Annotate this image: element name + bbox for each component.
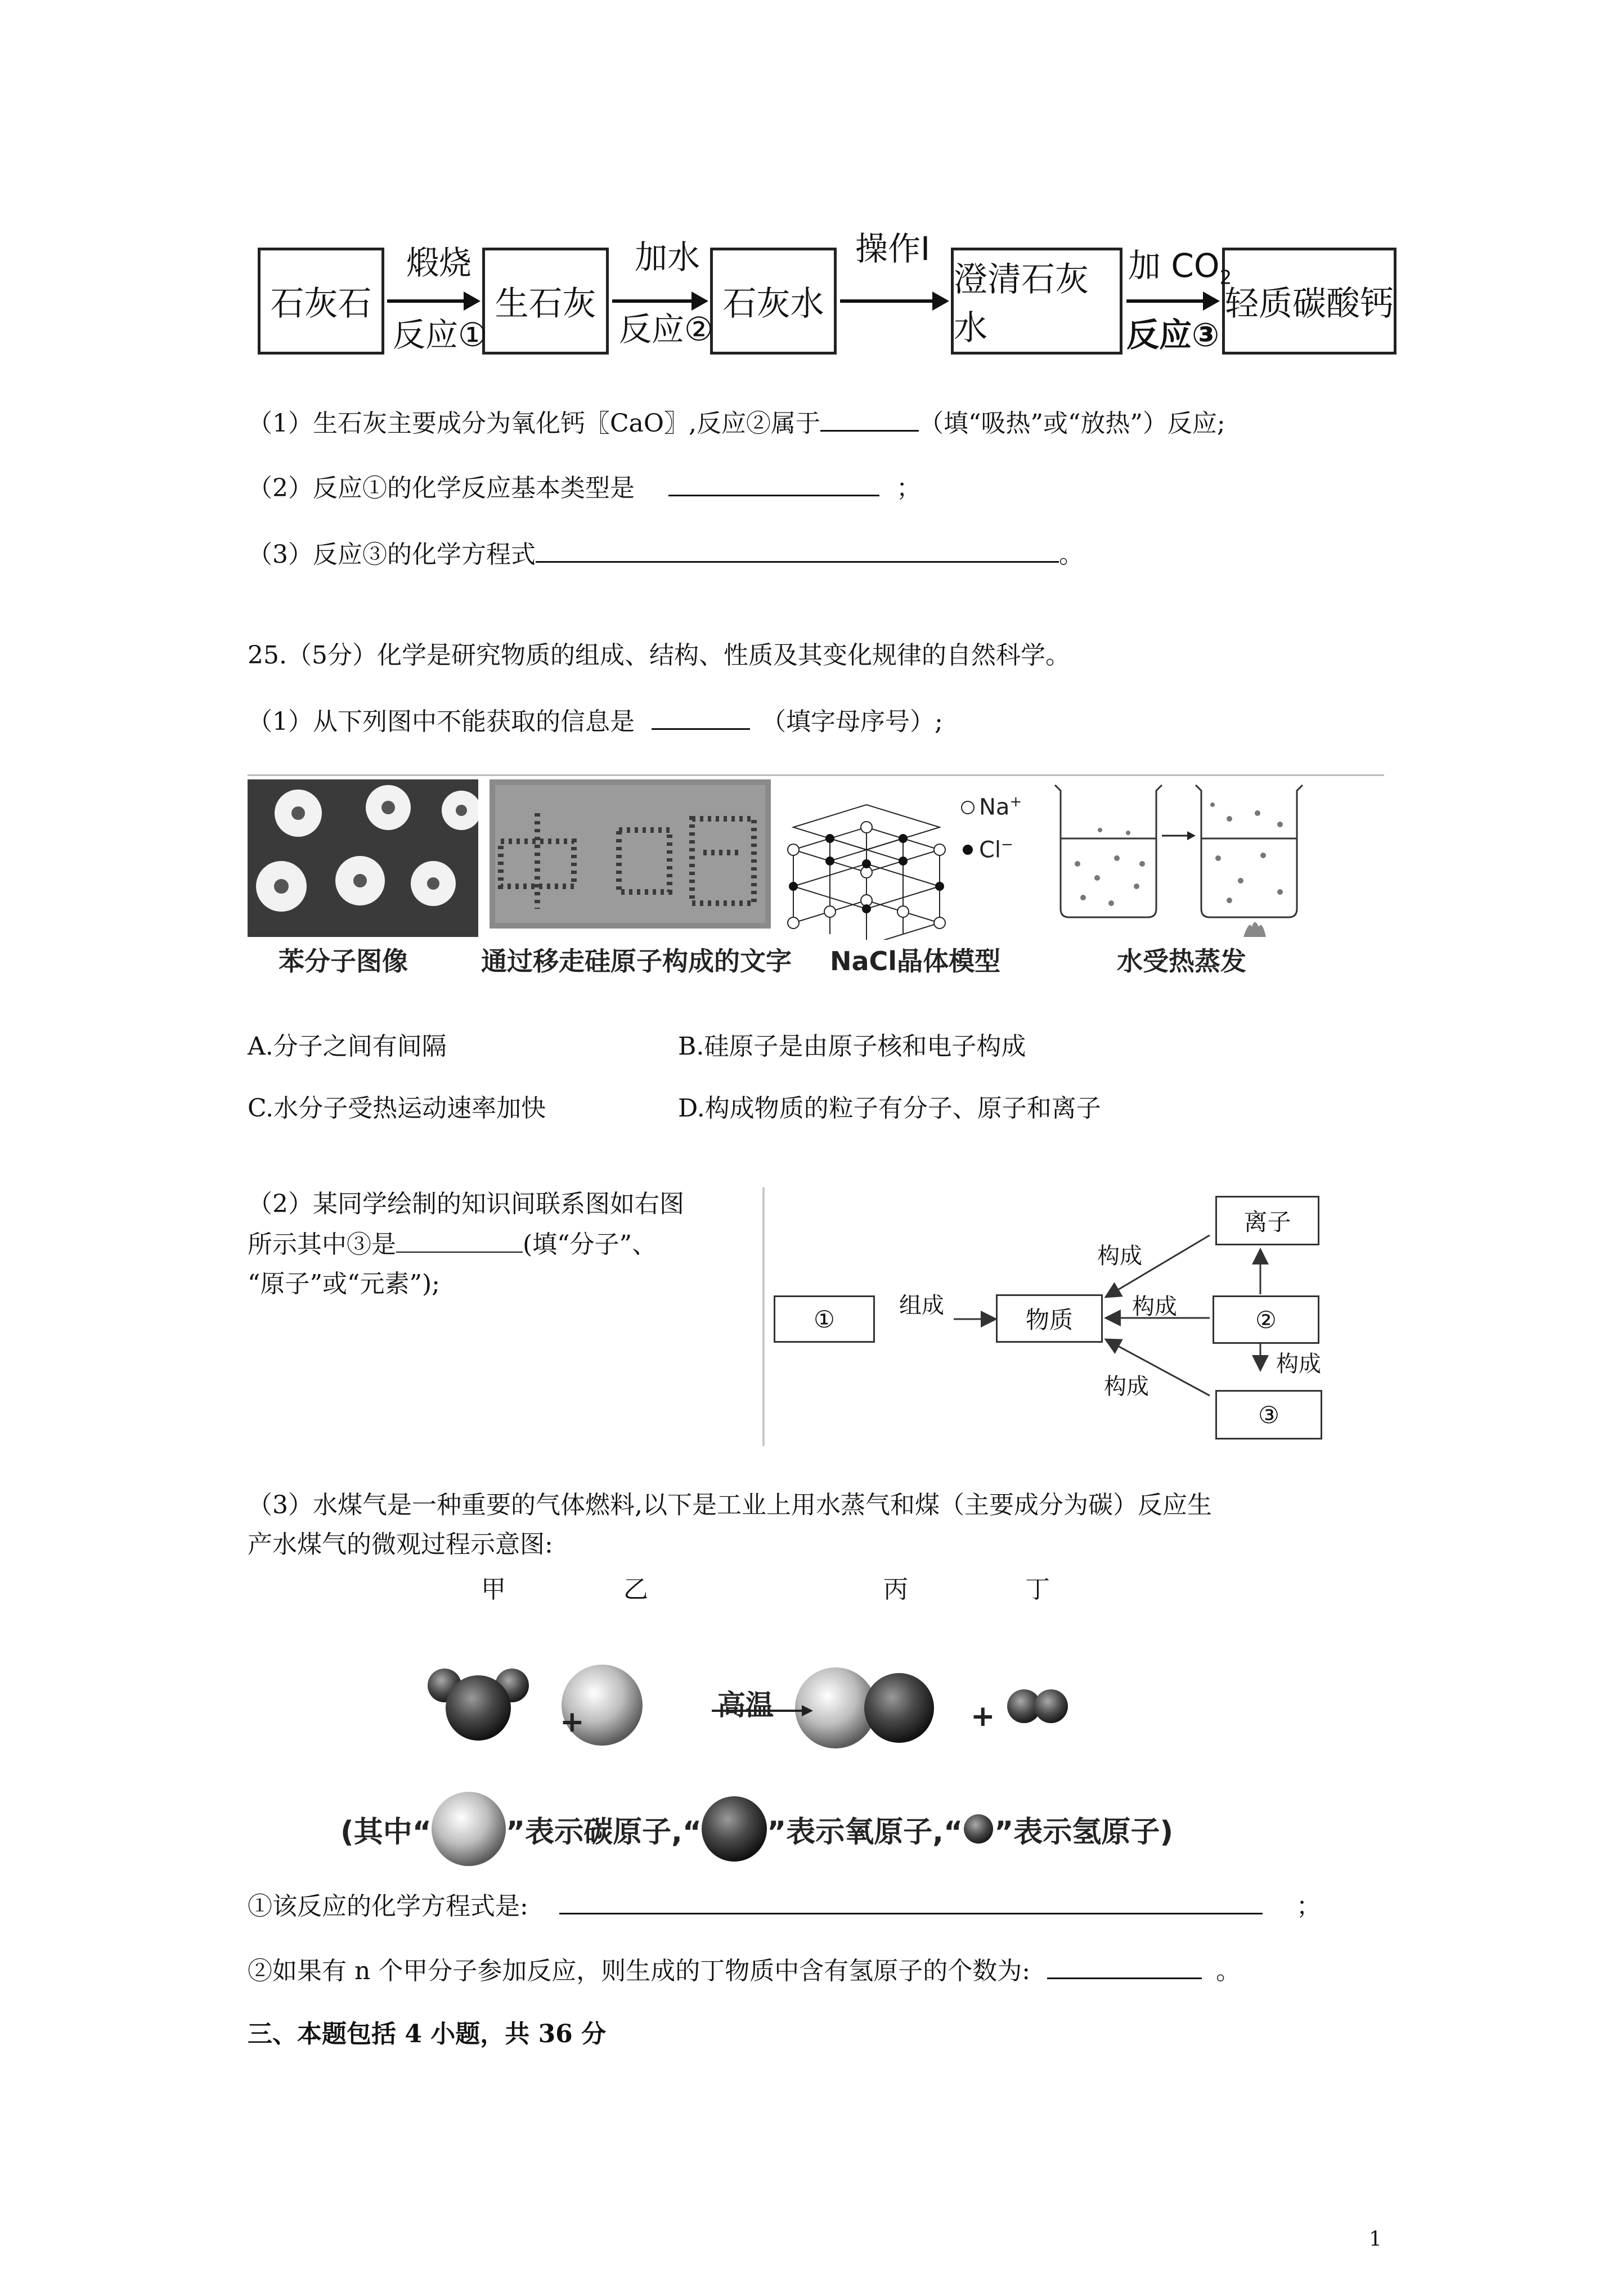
flow-arrow-1 [387,299,477,303]
q24-line-1-tail: （填“吸热”或“放热”）反应; [918,409,1225,438]
q25-sub3-a [248,1888,1321,1923]
na-charge: + [1009,793,1022,810]
caption-silicon: 通过移走硅原子构成的文字 [481,946,792,976]
flow-box-label: 澄清石灰水 [954,260,1089,348]
concept-label-build-down: 构成 [1276,1351,1321,1377]
answer-blank[interactable] [536,536,1059,563]
q24-line-3-tail: 。 [1059,540,1084,569]
concept-node-ion: 离子 [1215,1196,1319,1245]
q24-line-1 [248,405,1225,441]
legend-text-4: ”表示氢原子) [994,1815,1174,1849]
flow-arrow-4-bottom: 反应③ [1126,316,1220,354]
legend-row [340,1790,1173,1868]
answer-blank[interactable] [396,1227,523,1253]
caption-nacl: NaCl晶体模型 [830,946,1001,976]
condition-high-temp: 高温 [717,1689,774,1721]
answer-blank[interactable] [559,1888,1263,1914]
flow-box-clear-limewater [951,248,1122,355]
q25-heading: 25.（5分）化学是研究物质的组成、结构、性质及其变化规律的自然科学。 [248,641,1070,670]
q25-sub2-line3: “原子”或“元素”); [248,1270,440,1298]
flow-arrow-4-top [1128,239,1232,289]
concept-label-build-2: 构成 [1132,1294,1177,1320]
q25-sub1-text: （1）从下列图中不能获取的信息是 [248,707,635,736]
flow-box-label: 生石灰 [495,284,596,324]
legend-text-3: ”表示氧原子,“ [767,1815,963,1849]
species-yi: 乙 [623,1575,648,1604]
caption-benzene: 苯分子图像 [279,946,408,976]
q25-sub1-tail: （填字母序号）; [761,707,943,736]
flow-arrow-3 [840,299,946,303]
concept-label-build-3: 构成 [1104,1374,1149,1400]
option-a[interactable]: A.分子之间有间隔 [248,1032,447,1061]
flow-arrow-1-bottom: 反应① [393,316,487,354]
hydrogen-atom-icon [962,1812,995,1846]
legend-text-2: ”表示碳原子,“ [505,1815,702,1849]
species-jia: 甲 [481,1575,506,1604]
concept-map-divider [762,1187,765,1446]
q24-line-2 [248,470,921,505]
flow-arrow-2-bottom: 反应② [619,310,713,348]
flow-arrow-2-top: 加水 [635,238,701,276]
benzene-image [248,779,478,937]
concept-node-2: ② [1213,1295,1319,1344]
q24-line-3 [248,536,1084,572]
flow-box-limestone [258,248,384,355]
cl-charge: − [1001,836,1013,853]
q25-sub3-b-tail: 。 [1216,1957,1241,1985]
page-number: 1 [1369,2228,1382,2251]
concept-node-matter: 物质 [996,1294,1103,1343]
water-evaporation-image [1044,779,1319,943]
q25-sub1 [248,703,943,739]
flow-box-label: 石灰石 [270,284,372,324]
q25-sub3-line2: 产水煤气的微观过程示意图: [248,1530,553,1559]
flow-box-label: 轻质碳酸钙 [1225,284,1394,324]
flow-box-quicklime [482,248,609,355]
q25-sub3-a-tail: ； [1296,1892,1321,1921]
flow-arrow-1-top: 煅烧 [406,244,472,282]
q25-sub3-b [248,1953,1241,1988]
concept-node-1: ① [774,1295,875,1343]
q25-sub2-line2 [248,1227,657,1262]
q25-sub3-b-text: ②如果有 n 个甲分子参加反应，则生成的丁物质中含有氢原子的个数为: [248,1957,1031,1985]
nacl-legend-na [979,793,1022,820]
caption-water: 水受热蒸发 [1117,946,1246,976]
silicon-atoms-image [490,779,771,929]
plus-sign-2: + [971,1699,995,1733]
option-d[interactable]: D.构成物质的粒子有分子、原子和离子 [678,1094,1101,1123]
oxygen-atom-icon [699,1794,769,1864]
flow-arrow-3-top: 操作Ⅰ [855,230,931,268]
plus-sign-1: + [560,1705,585,1739]
concept-label-build-ion: 构成 [1097,1243,1142,1269]
q24-line-3-text: （3）反应③的化学方程式 [248,540,536,569]
answer-blank[interactable] [1047,1953,1202,1979]
answer-blank[interactable] [668,470,879,496]
concept-node-3: ③ [1215,1390,1322,1440]
q25-sub3-line1: （3）水煤气是一种重要的气体燃料,以下是工业上用水蒸气和煤（主要成分为碳）反应生 [248,1491,1212,1519]
flow-box-limewater [710,248,837,355]
q24-line-1-text: （1）生石灰主要成分为氧化钙〖CaO〗,反应②属于 [248,409,820,438]
q25-sub3-a-text: ①该反应的化学方程式是: [248,1892,528,1921]
carbon-atom-icon [429,1790,508,1868]
co2-subscript: 2 [1219,266,1232,289]
na-label: Na [979,794,1010,820]
q25-sub2-line1: （2）某同学绘制的知识间联系图如右图 [248,1190,684,1218]
section-3-heading: 三、本题包括 4 小题，共 36 分 [248,2020,607,2048]
photo-strip-top-rule [248,774,1384,776]
species-bing: 丙 [883,1575,908,1604]
q24-line-2-tail: ； [896,474,921,503]
answer-blank[interactable] [652,703,750,730]
species-ding: 丁 [1025,1575,1050,1604]
q24-line-2-text: （2）反应①的化学反应基本类型是 [248,474,635,503]
cl-label: Cl [979,837,1002,863]
legend-text-1: (其中“ [340,1815,432,1849]
answer-blank[interactable] [820,405,919,432]
option-b[interactable]: B.硅原子是由原子核和电子构成 [678,1032,1026,1061]
flow-arrow-4 [1126,299,1216,303]
concept-label-compose: 组成 [899,1293,944,1319]
flow-box-light-calcium-carbonate [1219,248,1397,355]
flow-box-label: 石灰水 [722,284,824,324]
co2-text: 加 CO [1128,246,1220,285]
q25-sub2-line2-text: 所示其中③是 [248,1230,396,1259]
option-c[interactable]: C.水分子受热运动速率加快 [248,1094,546,1123]
nacl-legend-cl [979,836,1013,863]
q25-sub2-line2-tail: (填“分子”、 [523,1230,657,1259]
